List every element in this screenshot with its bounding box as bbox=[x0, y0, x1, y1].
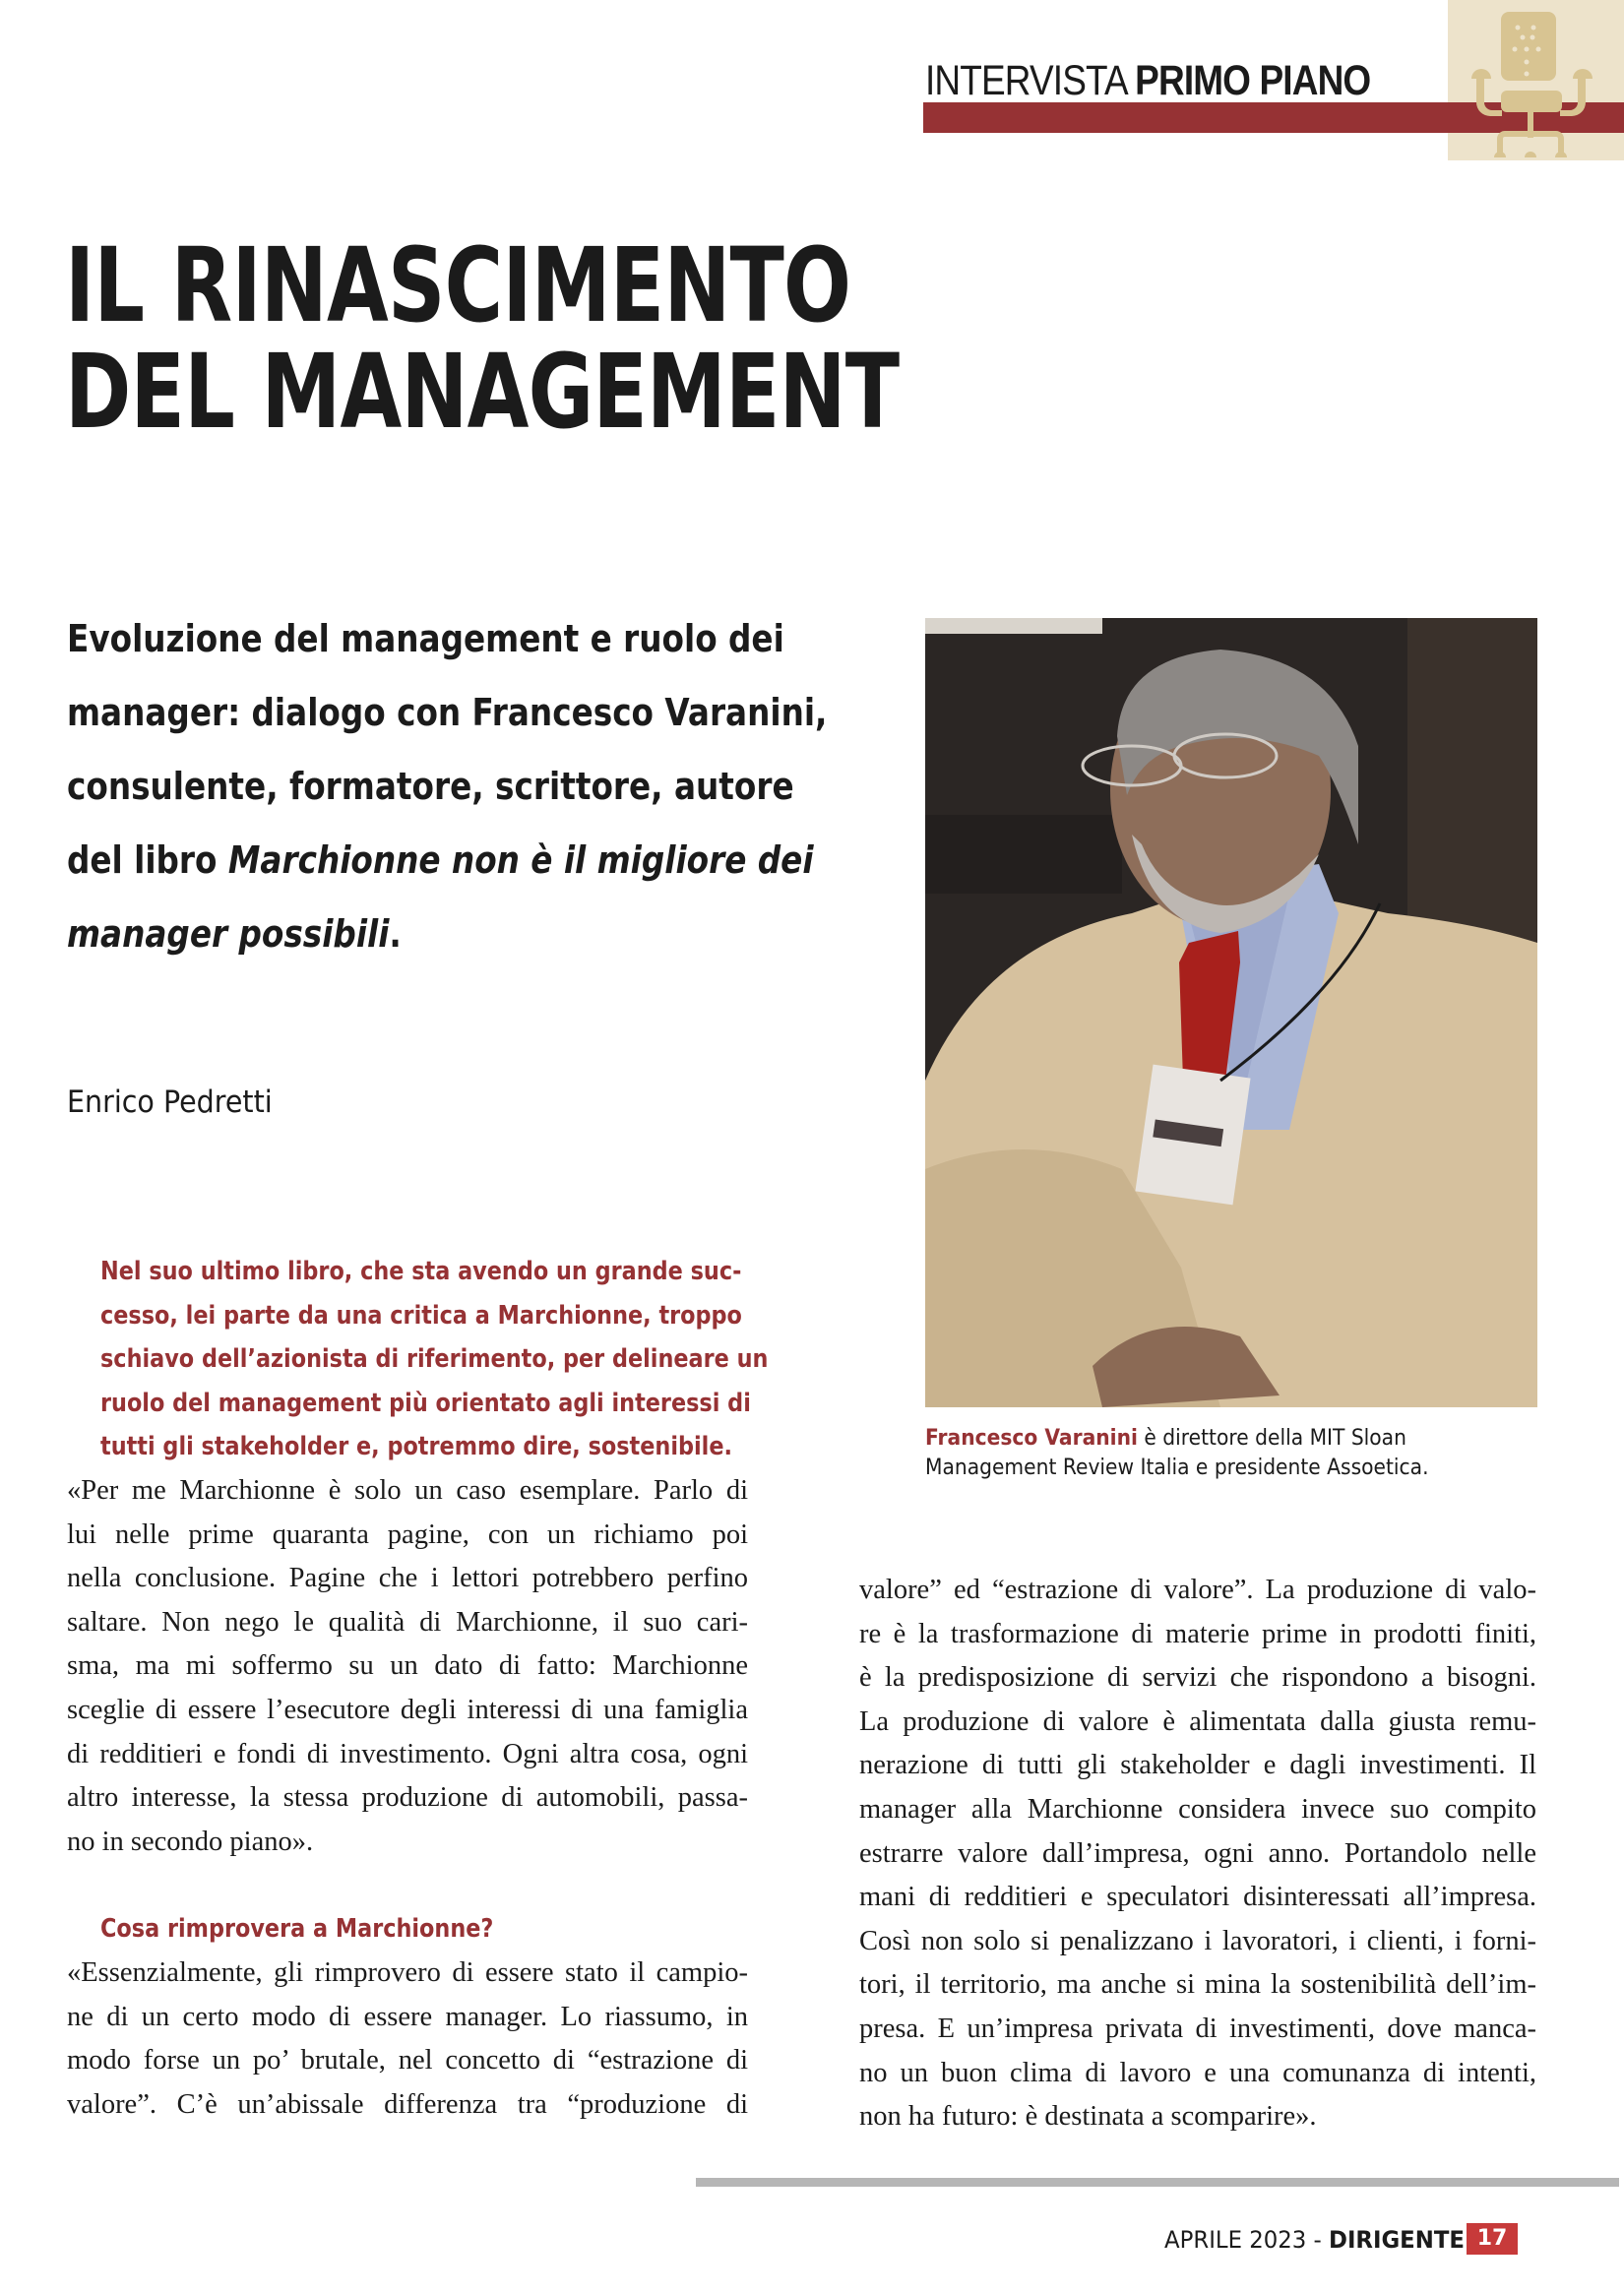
answer-line: saltare. Non nego le qualità di Marchionne, il suo cari- bbox=[67, 1606, 748, 1638]
article-deck bbox=[67, 602, 874, 971]
answer-line: sceglie di essere l’esecutore degli interessi di una famiglia bbox=[67, 1694, 748, 1725]
answer-line: no un buon clima di lavoro e una comunanza di intenti, bbox=[859, 2057, 1536, 2088]
answer-line: presa. E un’impresa privata di investimenti, dove manca- bbox=[859, 2013, 1536, 2044]
answer-line: è la predisposizione di servizi che rispondono a bisogni. bbox=[859, 1662, 1536, 1694]
answer-line: Così non solo si penalizzano i lavoratori, i clienti, i forni- bbox=[859, 1925, 1536, 1956]
body-column-left bbox=[67, 1250, 769, 2127]
deck-text: . bbox=[389, 912, 402, 956]
answer-line: lui nelle prime quaranta pagine, con un richiamo poi bbox=[67, 1518, 748, 1550]
article-title bbox=[65, 225, 900, 452]
paragraph-gap bbox=[67, 1864, 748, 1907]
question-line: tutti gli stakeholder e, potremmo dire, sostenibile. bbox=[100, 1432, 732, 1462]
issue-date: APRILE 2023 - bbox=[1164, 2226, 1330, 2254]
answer-line: estrarre valore dall’impresa, ogni anno. Portandolo nelle bbox=[859, 1837, 1536, 1869]
office-chair-icon bbox=[1471, 10, 1604, 157]
answer-line: La produzione di valore è alimentata dalla giusta remu- bbox=[859, 1705, 1536, 1737]
section-label bbox=[925, 57, 1370, 104]
question-line: Nel suo ultimo libro, che sta avendo un grande suc- bbox=[100, 1257, 742, 1286]
answer-line: valore” ed “estrazione di valore”. La produzione di valo- bbox=[859, 1575, 1536, 1605]
caption-line bbox=[925, 1423, 1492, 1453]
answer-line: valore”. C’è un’abissale differenza tra “produzione di bbox=[67, 2088, 748, 2120]
section-label-bold: PRIMO PIANO bbox=[1135, 57, 1371, 104]
answer-line: sma, ma mi soffermo su un dato di fatto: Marchionne bbox=[67, 1650, 748, 1682]
interview-answer-2 bbox=[67, 1952, 748, 2127]
answer-line: tori, il territorio, ma anche si mina la sostenibilità dell’im- bbox=[859, 1969, 1536, 2001]
answer-line: mani di redditieri e speculatori disinteressati all’impresa. bbox=[859, 1882, 1536, 1913]
answer-line: «Essenzialmente, gli rimprovero di essere stato il campio- bbox=[67, 1956, 748, 1988]
question-line: ruolo del management più orientato agli interessi di bbox=[100, 1388, 751, 1418]
question-line: Cosa rimprovera a Marchionne? bbox=[100, 1914, 494, 1945]
answer-line: manager alla Marchionne considera invece suo compito bbox=[859, 1793, 1536, 1825]
title-line-2: DEL MANAGEMENT bbox=[65, 332, 900, 452]
body-column-right bbox=[859, 1569, 1536, 2139]
caption-subject-name: Francesco Varanini bbox=[925, 1425, 1138, 1451]
answer-line: non ha futuro: è destinata a scomparire». bbox=[859, 2101, 1317, 2133]
interview-question-2 bbox=[67, 1907, 748, 1952]
title-line-1: IL RINASCIMENTO bbox=[65, 225, 851, 345]
question-line: schiavo dell’azionista di riferimento, per delineare un bbox=[100, 1344, 769, 1375]
footer-divider bbox=[696, 2178, 1619, 2187]
answer-line: no in secondo piano». bbox=[67, 1826, 314, 1857]
author-byline: Enrico Pedretti bbox=[67, 1085, 273, 1120]
deck-line: manager: dialogo con Francesco Varanini, bbox=[67, 691, 828, 734]
deck-line bbox=[67, 824, 814, 898]
interview-answer-1 bbox=[67, 1469, 748, 1864]
answer-line: modo forse un po’ brutale, nel concetto di “estrazione di bbox=[67, 2045, 748, 2076]
answer-line: nerazione di tutti gli stakeholder e dagli investimenti. Il bbox=[859, 1750, 1536, 1781]
answer-line: altro interesse, la stessa produzione di automobili, passa- bbox=[67, 1782, 748, 1814]
question-line: cesso, lei parte da una critica a Marchionne, troppo bbox=[100, 1300, 742, 1331]
deck-line: Evoluzione del management e ruolo dei bbox=[67, 617, 784, 660]
answer-line: «Per me Marchionne è solo un caso esemplare. Parlo di bbox=[67, 1474, 748, 1506]
book-title: manager possibili bbox=[67, 912, 390, 956]
deck-line bbox=[67, 898, 761, 971]
magazine-name: DIRIGENTE bbox=[1329, 2226, 1465, 2254]
photo-caption bbox=[925, 1423, 1555, 1482]
portrait-photo bbox=[925, 618, 1537, 1407]
page-number-badge: 17 bbox=[1467, 2223, 1518, 2255]
deck-text: del libro bbox=[67, 838, 228, 882]
footer-issue-label bbox=[1164, 2223, 1465, 2257]
caption-text: è direttore della MIT Sloan bbox=[1137, 1425, 1406, 1451]
answer-line: ne di un certo modo di essere manager. Lo riassumo, in bbox=[67, 2001, 748, 2032]
interview-question-1 bbox=[67, 1250, 769, 1469]
answer-line: nella conclusione. Pagine che i lettori potrebbero perfino bbox=[67, 1563, 748, 1594]
section-label-light: INTERVISTA bbox=[925, 57, 1126, 104]
answer-line: di redditieri e fondi di investimento. Ogni altra cosa, ogni bbox=[67, 1738, 748, 1769]
book-title: Marchionne non è il migliore dei bbox=[227, 838, 814, 882]
deck-line: consulente, formatore, scrittore, autore bbox=[67, 765, 794, 808]
answer-line: re è la trasformazione di materie prime in prodotti finiti, bbox=[859, 1618, 1536, 1649]
caption-line: Management Review Italia e presidente Assoetica. bbox=[925, 1455, 1429, 1480]
